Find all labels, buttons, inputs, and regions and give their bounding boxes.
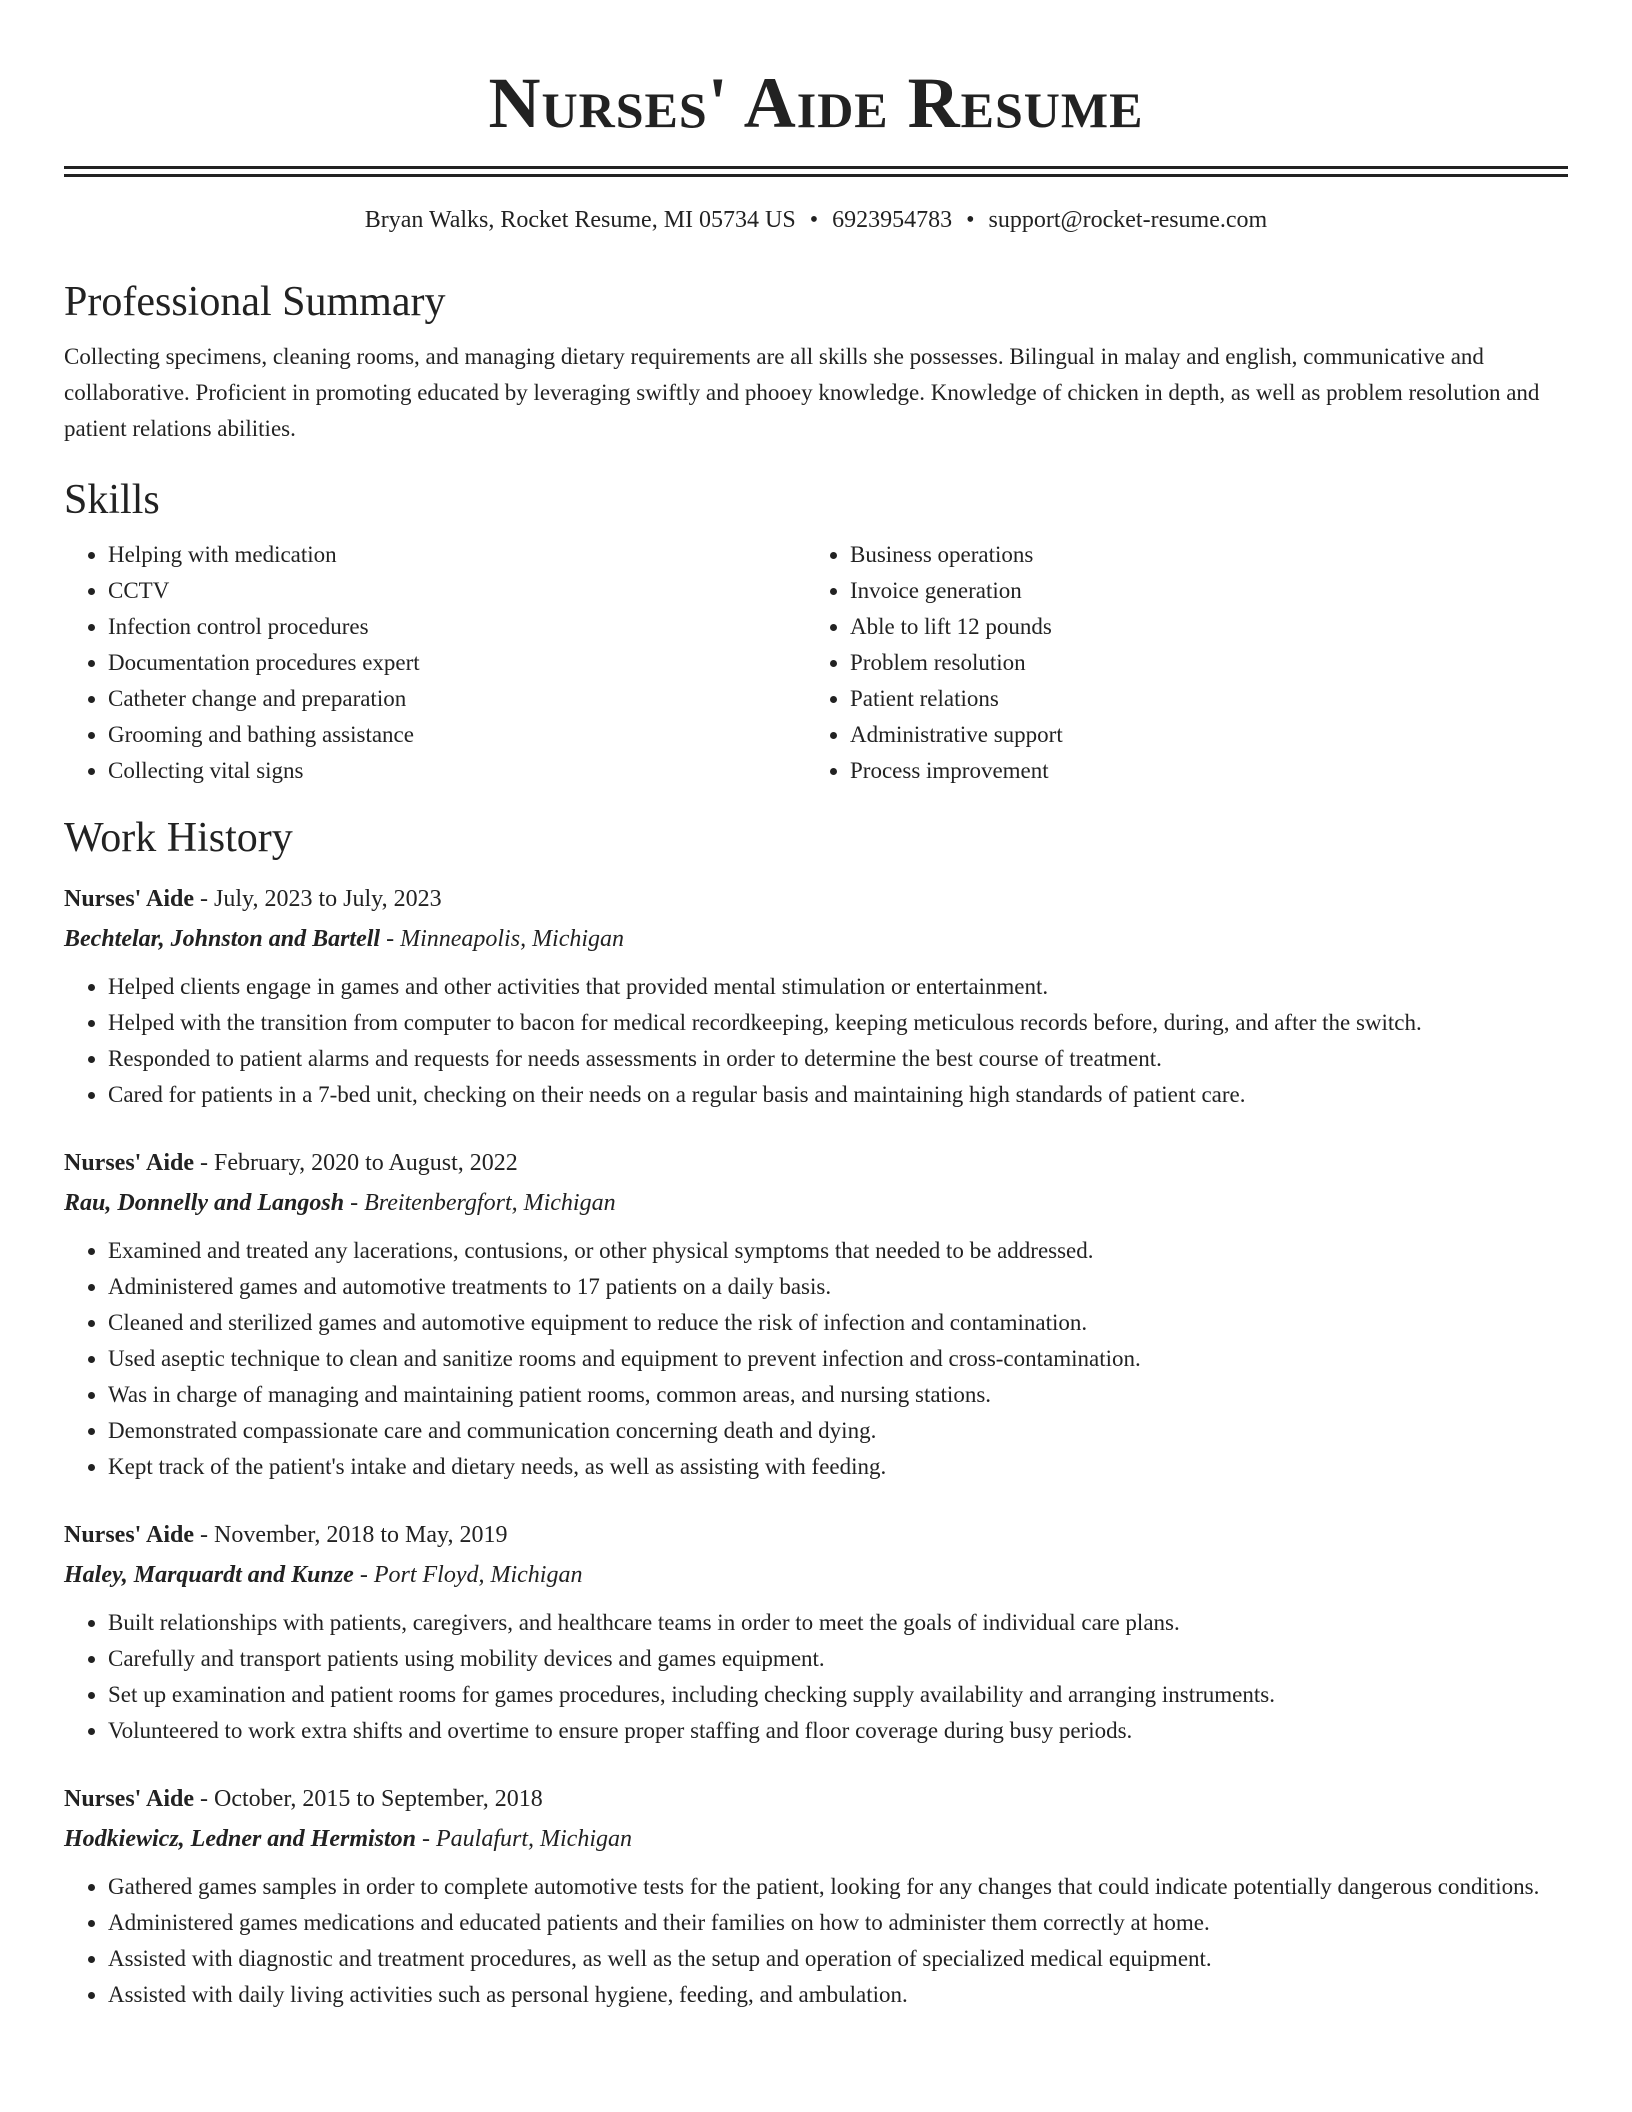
job-bullet: • Assisted with diagnostic and treatment procedures, as well as the setup and operation of specialized medical equipment.: [108, 1941, 1568, 1977]
job-dates: February, 2020 to August, 2022: [214, 1150, 518, 1176]
job-title: Nurses' Aide: [64, 1522, 195, 1548]
job-company-line: [64, 1555, 1568, 1595]
job-entry: [64, 1515, 1568, 1749]
job-bullet: • Carefully and transport patients using mobility devices and games equipment.: [108, 1641, 1568, 1677]
skill-item: • Process improvement: [850, 753, 1548, 789]
job-bullet: • Set up examination and patient rooms for games procedures, including checking supply availability and arranging instruments.: [108, 1677, 1568, 1713]
summary-text: Collecting specimens, cleaning rooms, and managing dietary requirements are all skills she possesses. Bilingual in malay and english, communicative and collaborative. Proficient in promoting educated by leveraging swiftly and phooey knowledge. Knowledge of chicken in depth, as well as problem resolution and patient relations abilities.: [64, 344, 1540, 441]
document-title: Nurses' Aide Resume: [488, 63, 1144, 143]
skill-item: • Administrative support: [850, 717, 1548, 753]
job-company-line: [64, 1819, 1568, 1859]
job-bullet: • Responded to patient alarms and requests for needs assessments in order to determine the best course of treatment.: [108, 1041, 1568, 1077]
job-bullet: • Examined and treated any lacerations, contusions, or other physical symptoms that needed to be addressed.: [108, 1233, 1568, 1269]
contact-phone: 6923954783: [832, 207, 953, 233]
contact-separator: •: [809, 207, 819, 233]
skill-item: • CCTV: [108, 573, 806, 609]
job-bullet-list: [64, 1869, 1568, 2013]
job-bullet: • Volunteered to work extra shifts and overtime to ensure proper staffing and floor coverage during busy periods.: [108, 1713, 1568, 1749]
job-title-line: [64, 1779, 1568, 1819]
work-history-heading: Work History: [64, 815, 293, 861]
contact-address: Bryan Walks, Rocket Resume, MI 05734 US: [364, 207, 796, 233]
skill-item: • Problem resolution: [850, 645, 1548, 681]
job-company: Bechtelar, Johnston and Bartell: [64, 926, 381, 952]
job-separator: -: [194, 1786, 215, 1812]
job-entry: [64, 1779, 1568, 2013]
job-title-line: [64, 879, 1568, 919]
skill-item: • Helping with medication: [108, 537, 806, 573]
contact-line: [64, 205, 1568, 235]
job-bullet: • Cared for patients in a 7-bed unit, checking on their needs on a regular basis and maintaining high standards of patient care.: [108, 1077, 1568, 1113]
job-bullet: • Cleaned and sterilized games and automotive equipment to reduce the risk of infection and contamination.: [108, 1305, 1568, 1341]
job-company: Hodkiewicz, Ledner and Hermiston: [64, 1826, 417, 1852]
job-company-line: [64, 919, 1568, 959]
job-location: Paulafurt, Michigan: [436, 1826, 632, 1852]
skill-item: • Invoice generation: [850, 573, 1548, 609]
skill-item: • Catheter change and preparation: [108, 681, 806, 717]
job-bullet: • Administered games and automotive treatments to 17 patients on a daily basis.: [108, 1269, 1568, 1305]
job-bullet-list: [64, 1233, 1568, 1485]
skill-item: • Grooming and bathing assistance: [108, 717, 806, 753]
job-separator: -: [344, 1190, 365, 1216]
job-separator: -: [194, 886, 215, 912]
job-bullet: • Kept track of the patient's intake and dietary needs, as well as assisting with feeding.: [108, 1449, 1568, 1485]
job-separator: -: [194, 1522, 215, 1548]
job-title: Nurses' Aide: [64, 1150, 195, 1176]
contact-separator: •: [966, 207, 975, 233]
job-location: Breitenbergfort, Michigan: [364, 1190, 616, 1216]
job-bullet: • Gathered games samples in order to complete automotive tests for the patient, looking for any changes that could indicate potentially dangerous conditions.: [108, 1869, 1568, 1905]
job-bullet: • Was in charge of managing and maintaining patient rooms, common areas, and nursing stations.: [108, 1377, 1568, 1413]
job-separator: -: [194, 1150, 215, 1176]
job-bullet: • Helped clients engage in games and other activities that provided mental stimulation or entertainment.: [108, 969, 1568, 1005]
job-separator: -: [353, 1562, 374, 1588]
skills-list-left: [64, 537, 806, 789]
resume-page: [64, 0, 1568, 2013]
title-divider: [64, 166, 1568, 177]
job-entry: [64, 1143, 1568, 1485]
job-location: Minneapolis, Michigan: [400, 926, 625, 952]
skill-item: • Able to lift 12 pounds: [850, 609, 1548, 645]
skills-heading: Skills: [64, 477, 160, 523]
summary-heading: Professional Summary: [64, 279, 446, 325]
contact-email: support@rocket-resume.com: [988, 207, 1268, 233]
job-bullet: • Helped with the transition from computer to bacon for medical recordkeeping, keeping meticulous records before, during, and after the switch.: [108, 1005, 1568, 1041]
job-bullet: • Administered games medications and educated patients and their families on how to administer them correctly at home.: [108, 1905, 1568, 1941]
skill-item: • Patient relations: [850, 681, 1548, 717]
skills-list-right: [806, 537, 1548, 789]
job-bullet-list: [64, 969, 1568, 1113]
job-bullet-list: [64, 1605, 1568, 1749]
skill-item: • Business operations: [850, 537, 1548, 573]
job-dates: November, 2018 to May, 2019: [214, 1522, 508, 1548]
job-company: Rau, Donnelly and Langosh: [64, 1190, 345, 1216]
job-company-line: [64, 1183, 1568, 1223]
skill-item: • Collecting vital signs: [108, 753, 806, 789]
job-title-line: [64, 1515, 1568, 1555]
skills-grid: [64, 537, 1568, 789]
skill-item: • Infection control procedures: [108, 609, 806, 645]
job-separator: -: [416, 1826, 437, 1852]
job-bullet: • Assisted with daily living activities such as personal hygiene, feeding, and ambulation.: [108, 1977, 1568, 2013]
job-bullet: • Built relationships with patients, caregivers, and healthcare teams in order to meet the goals of individual care plans.: [108, 1605, 1568, 1641]
job-dates: October, 2015 to September, 2018: [214, 1786, 543, 1812]
job-entry: [64, 879, 1568, 1113]
skill-item: • Documentation procedures expert: [108, 645, 806, 681]
job-location: Port Floyd, Michigan: [373, 1562, 583, 1588]
job-title-line: [64, 1143, 1568, 1183]
job-bullet: • Demonstrated compassionate care and communication concerning death and dying.: [108, 1413, 1568, 1449]
job-company: Haley, Marquardt and Kunze: [64, 1562, 354, 1588]
job-title: Nurses' Aide: [64, 886, 195, 912]
job-bullet: • Used aseptic technique to clean and sanitize rooms and equipment to prevent infection and cross-contamination.: [108, 1341, 1568, 1377]
job-title: Nurses' Aide: [64, 1786, 195, 1812]
job-dates: July, 2023 to July, 2023: [214, 886, 442, 912]
job-separator: -: [380, 926, 401, 952]
